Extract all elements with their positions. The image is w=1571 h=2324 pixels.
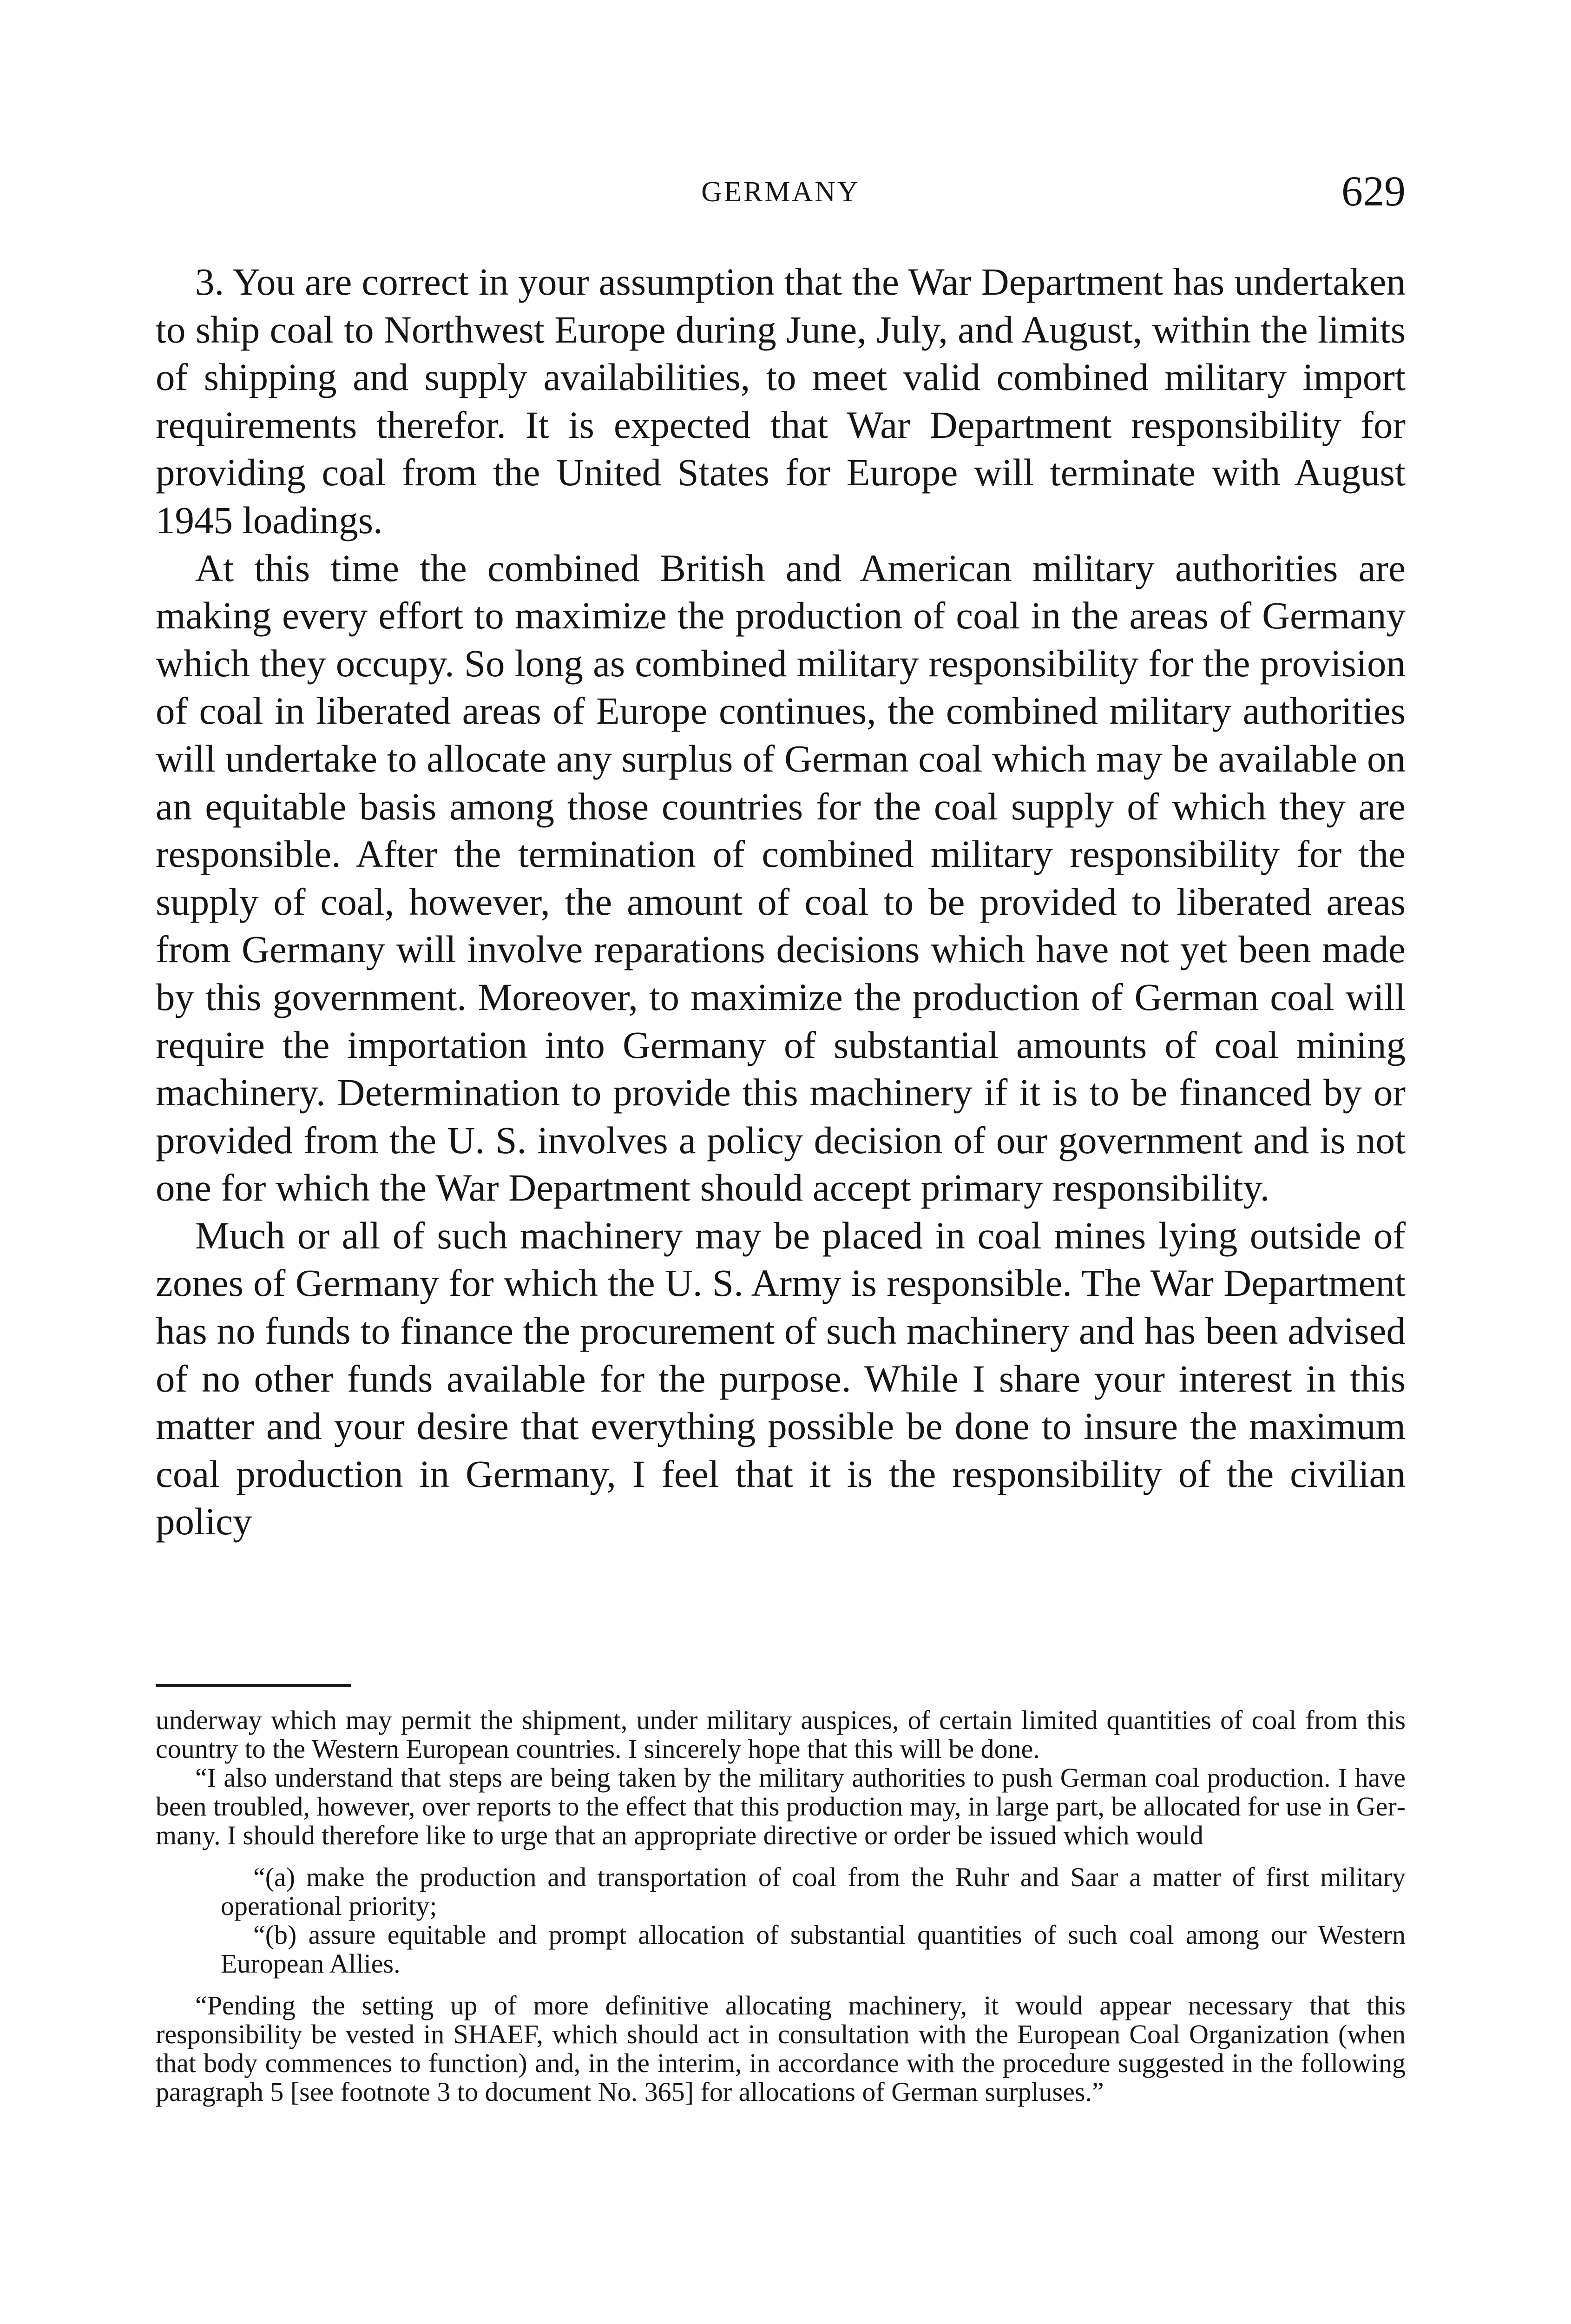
footnote-item-a: “(a) make the production and transportation of coal from the Ruhr and Saar a matter of first military operational priority;: [221, 1862, 1406, 1921]
footnote-separator: [156, 1684, 351, 1687]
footnote-item-b: “(b) assure equitable and prompt allocation of substantial quantities of such coal among our Western European Allies.: [221, 1920, 1406, 1979]
body-paragraph: 3. You are correct in your assumption that the War Department has undertaken to ship coal to Northwest Europe during June, July, and August, within the limits of shipping and supply availabilities, to meet valid combined military import requirements therefor. It is expected that War Department responsibility for providing coal from the United States for Europe will terminate with August 1945 loadings.: [156, 260, 1406, 541]
body-text: [156, 258, 1406, 1545]
running-head: GERMANY: [701, 176, 860, 208]
page-number: 629: [1341, 167, 1406, 215]
body-paragraph: At this time the combined British and American military authorities are making every effort to maximize the production of coal in the areas of Germany which they occupy. So long as combined military responsibility for the provision of coal in liberated areas of Europe continues, the combined military authorities will undertake to allocate any surplus of German coal which may be available on an equitable basis among those countries for the coal supply of which they are responsible. After the termination of combined military responsibility for the supply of coal, however, the amount of coal to be provided to liberated areas from Germany will involve reparations decisions which have not yet been made by this government. Moreover, to maximize the production of German coal will require the importation into Germany of substantial amounts of coal mining machinery. Determination to provide this machinery if it is to be financed by or provided from the U. S. involves a policy decision of our government and is not one for which the War Department should accept primary responsibility.: [156, 546, 1406, 1209]
body-paragraph: Much or all of such machinery may be placed in coal mines lying outside of zones of Germany for which the U. S. Army is responsible. The War Department has no funds to finance the procurement of such machinery and has been advised of no other funds available for the purpose. While I share your interest in this matter and your desire that everything possible be done to insure the maximum coal production in Germany, I feel that it is the responsibility of the civilian policy: [156, 1214, 1406, 1543]
footnote: [156, 1706, 1406, 2106]
footnote-paragraph: “I also understand that steps are being taken by the military authorities to push German coal production. I have been troubled, however, over reports to the effect that this production may, in large part, be allocated for use in Germany. I should therefore like to urge that an appropriate directive or order be issued which would: [156, 1763, 1406, 1850]
footnote-paragraph: “Pending the setting up of more definitive allocating machinery, it would appear necessary that this responsibility be vested in SHAEF, which should act in consultation with the European Coal Organization (when that body commences to function) and, in the interim, in accordance with the procedure suggested in the following paragraph 5 [see footnote 3 to document No. 365] for allocations of German surpluses.”: [156, 1990, 1406, 2107]
footnote-paragraph: underway which may permit the shipment, under military auspices, of certain limited quantities of coal from this country to the Western European countries. I sincerely hope that this will be done.: [156, 1705, 1406, 1764]
page-header: [156, 167, 1406, 215]
